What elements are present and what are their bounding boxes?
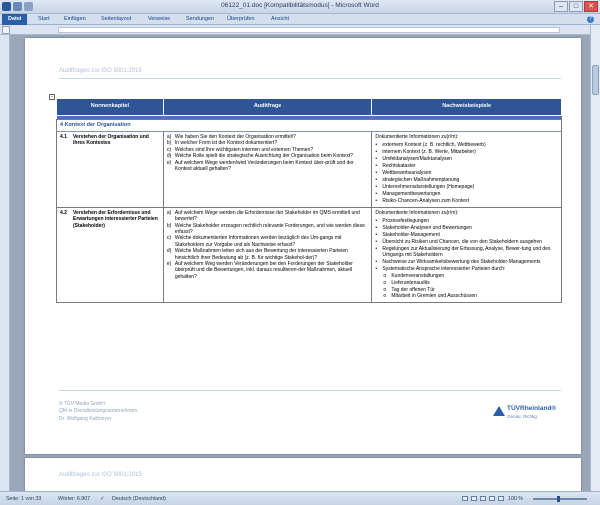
page-count[interactable]: Seite: 1 von 33 [6,496,42,502]
chapter-number: 4.1 [60,134,67,141]
zoom-slider-knob[interactable] [557,496,560,502]
window-title: 06122_01.doc [Kompatibilitätsmodus] - Microsoft Word [221,2,379,9]
sub-evidence-item: o Tag der offenen Tür [383,286,435,293]
sub-evidence-item: o Mitarbeit in Gremien und Ausschüssen [383,293,477,300]
language[interactable]: Deutsch (Deutschland) [112,496,166,502]
horizontal-ruler[interactable] [0,25,600,35]
question-item: a) Wie haben Sie den Kontext der Organisation ermittelt? [166,134,296,141]
evidence-item: • Prozessfestlegungen [375,217,430,224]
chapter-title: Verstehen der Organisation und ihres Kontextes [73,134,149,147]
scrollbar-thumb[interactable] [592,65,599,95]
tab-verweise[interactable]: Verweise [148,16,171,22]
page-footer [59,401,137,423]
status-bar [0,491,600,505]
document-page[interactable] [25,38,581,454]
proofing-icon[interactable]: ✓ [100,496,105,502]
audit-table [56,98,562,303]
minimize-button[interactable]: – [554,1,568,12]
draft-view-icon[interactable] [498,496,504,501]
column-header-normenkapitel: Normenkapitel [57,99,164,116]
tab-sendungen[interactable]: Sendungen [186,16,215,22]
print-layout-view-icon[interactable] [462,496,468,501]
tuv-rheinland-logo [493,404,573,424]
evidence-item: • Rechtskataster [375,162,416,169]
tuv-triangle-icon [493,406,505,416]
tab-ansicht[interactable]: Ansicht [271,16,290,22]
chapter-number: 4.2 [60,209,67,216]
footer-publication: QM in Dienstleistungsunternehmen [59,408,138,415]
evidence-item: • Managementbewertungen [375,190,441,197]
tab-einfuegen[interactable]: Einfügen [64,16,86,22]
question-item: a) Auf welchem Wege werden die Erfordernisse der Stakeholder im QMS ermittelt und bewertet? [166,209,360,223]
evidence-item: • Regelungen zur Aktualisierung der Erfassung, Analyse, Bewer-tung und des Umgangs mit Stakeholdern [375,245,551,258]
question-item: b) In welcher Form ist der Kontext dokumentiert? [166,140,278,147]
evidence-item: • Nachweise zur Wirksamkeitsbewertung des Stakeholder-Managements [375,258,541,265]
evidence-item: • Stakeholder-Management [375,231,440,238]
footer-divider [59,390,561,391]
maximize-button[interactable]: □ [569,1,583,12]
table-row [57,207,562,302]
tab-ueberpruefen[interactable]: Überprüfen [227,16,255,22]
full-screen-view-icon[interactable] [471,496,477,501]
sub-evidence-item: o Kundenveranstaltungen [383,272,445,279]
chapter-cell [57,207,164,302]
evidence-item: • strategischen Maßnahmenplanung [375,176,460,183]
table-row [57,132,562,208]
question-item: d) Welche Rolle spielt die strategische Ausrichtung der Organisation beim Kontext? [166,153,353,160]
evidence-item: • Risiko-Chancen-Analysen zum Kontext [375,197,470,204]
chapter-cell [57,132,164,208]
logo-slogan: Genau. Richtig. [507,414,539,419]
table-header-row [57,99,562,116]
evidence-item: • externem Kontext (z. B. rechtlich, Wettbewerb) [375,141,486,148]
tab-start[interactable]: Start [38,16,50,22]
evidence-item: • Wettbewerbsanalysen [375,169,432,176]
chapter-title: Verstehen der Erfordernisse und Erwartungen interessierter Parteien (Stakeholder) [73,209,158,229]
evidence-item: • Übersicht zu Risiken und Chancen, die von den Stakeholdern ausgehen [375,238,542,245]
view-buttons [462,496,504,501]
title-bar [0,0,600,14]
question-item: c) Welche dokumentierten Informationen werden bezüglich des Um-gangs mit Stakeholdern zur Vorgabe und als Nachweise erfasst? [166,235,342,248]
question-item: e) Auf welchem Weg werden Veränderungen bei den Forderungen der Stakeholder überprüft und die Bewertungen, inkl. daraus resultieren-der Maßnahmen, aktuell gehalten? [166,260,353,280]
ribbon-tabs [0,14,600,25]
word-count[interactable]: Wörter: 6.907 [58,496,91,502]
evidence-intro: Dokumentierte Informationen zu(r/m): [375,134,459,141]
outline-view-icon[interactable] [489,496,495,501]
vertical-ruler[interactable] [0,35,10,491]
sub-evidence-item: o Lieferantenaudits [383,279,430,286]
column-header-nachweisbeispiele: Nachweisbeispiele [372,99,562,116]
close-button[interactable]: ✕ [584,1,598,12]
section-row [57,120,562,132]
zoom-level[interactable]: 100 % [508,496,524,502]
zoom-slider[interactable] [533,498,587,500]
evidence-item: • Unternehmensdarstellungen (Homepage) [375,183,475,190]
next-document-page[interactable] [25,458,581,491]
tab-datei[interactable]: Datei [2,14,27,25]
tab-seitenlayout[interactable]: Seitenlayout [101,16,132,22]
web-layout-view-icon[interactable] [480,496,486,501]
question-item: e) Auf welchem Wege werden/wird Veränderungen beim Kontext über-prüft und der Kontext aktuell gehalten? [166,159,354,172]
evidence-cell [372,207,562,302]
column-header-auditfrage: Auditfrage [163,99,372,116]
logo-name: TÜVRheinland® [507,405,557,412]
question-cell [163,132,372,208]
question-item: c) Welches sind Ihre wichtigsten internen und externen Themen? [166,146,314,153]
section-title: 4 Kontext der Organisation [57,120,562,132]
ruler-scale [58,27,560,33]
question-item: b) Welche Stakeholder erzeugen rechtlich relevante Forderungen, und wie werden diese erfasst? [166,222,365,235]
question-item: d) Welche Maßnahmen leiten sich aus der Bewertung der interessierten Parteien hinsichtlich ihrer Bedeutung ab (z. B. für wichtige Stakehol-der)? [166,248,348,261]
evidence-item: • Umfeldanalysen/Marktanalysen [375,155,453,162]
page-header: Auditfragen zur ISO 9001:2015 [59,472,142,478]
footer-author: Dr. Wolfgang Kallmeyer [59,415,112,422]
page-header: Auditfragen zur ISO 9001:2015 [59,68,142,74]
evidence-intro: Dokumentierte Informationen zu(r/m): [375,209,459,216]
footer-copyright: © TÜV Media GmbH [59,401,105,407]
evidence-item: • internem Kontext (z. B. Werte, Mitarbeiter) [375,148,476,155]
evidence-item: • Stakeholder-Analysen und Bewertungen [375,224,472,231]
table-move-handle-icon[interactable]: + [50,94,54,99]
question-cell [163,207,372,302]
evidence-item: • Systematische Ansprache interessierter Parteien durch: [375,265,506,272]
help-icon[interactable]: ? [587,16,594,23]
vertical-scrollbar[interactable] [590,25,600,491]
header-divider [59,78,561,79]
evidence-cell [372,132,562,208]
tab-selector-icon[interactable] [2,26,10,34]
